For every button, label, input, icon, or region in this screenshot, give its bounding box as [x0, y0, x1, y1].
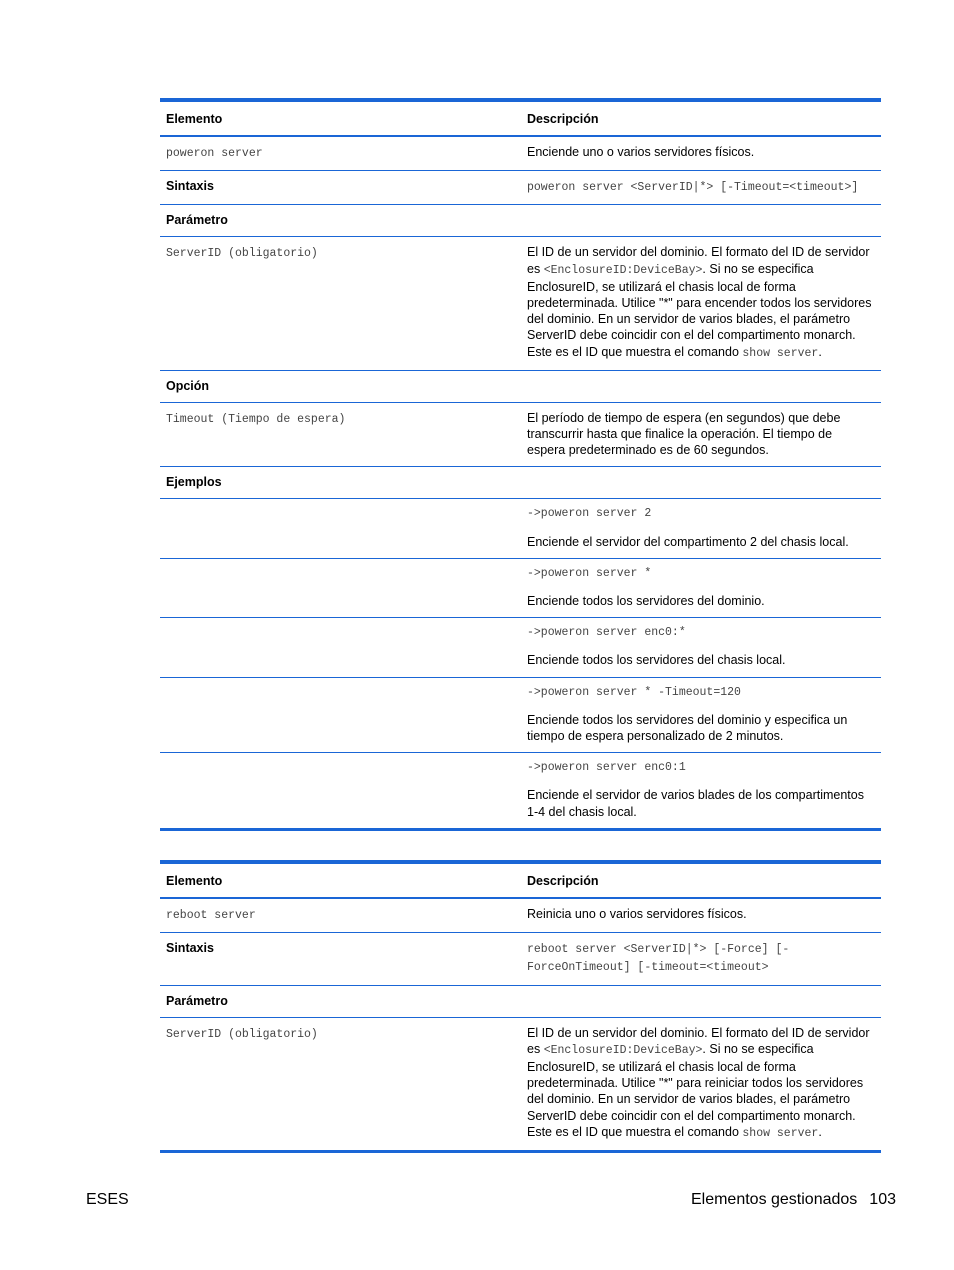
table-row-example — [160, 559, 881, 618]
table-row-command — [160, 899, 881, 933]
table-row-command — [160, 137, 881, 171]
header-descripcion: Descripción — [527, 112, 599, 126]
syntax-label: Sintaxis — [166, 941, 214, 956]
syntax-value: reboot server <ServerID|*> [-Force] [-ForceOnTimeout] [-timeout=<timeout> — [527, 943, 790, 975]
table-row-examples-label — [160, 467, 881, 499]
header-elemento: Elemento — [166, 874, 223, 888]
example-desc: Enciende todos los servidores del chasis local. — [527, 653, 786, 668]
header-elemento: Elemento — [166, 112, 223, 126]
table-row-parameter — [160, 1018, 881, 1150]
example-cmd: ->poweron server 2 — [527, 507, 652, 521]
table-header-row — [160, 864, 881, 899]
table-row-parameter-label — [160, 986, 881, 1018]
command-desc: Enciende uno o varios servidores físicos. — [527, 145, 755, 160]
reboot-server-table — [160, 860, 881, 1153]
footer-section-title: Elementos gestionados — [690, 1191, 858, 1208]
syntax-label: Sintaxis — [166, 179, 214, 194]
example-desc: Enciende todos los servidores del dominio. — [527, 594, 765, 609]
table-row-option — [160, 403, 881, 468]
footer-page-info — [691, 1191, 896, 1209]
table-row-example — [160, 618, 881, 677]
parameter-name: ServerID (obligatorio) — [166, 247, 318, 261]
example-cmd: ->poweron server enc0:1 — [527, 761, 686, 775]
parameter-label: Parámetro — [166, 213, 228, 228]
page-number: 103 — [869, 1191, 896, 1208]
example-desc: Enciende todos los servidores del dominio y especifica un tiempo de espera personalizado de 2 minutos. — [527, 712, 848, 744]
table-row-parameter — [160, 237, 881, 370]
command-name: poweron server — [166, 147, 263, 161]
table-row-example — [160, 753, 881, 828]
examples-label: Ejemplos — [166, 475, 222, 490]
parameter-label: Parámetro — [166, 993, 228, 1008]
example-desc: Enciende el servidor del compartimento 2 del chasis local. — [527, 534, 849, 549]
option-desc: El período de tiempo de espera (en segundos) que debe transcurrir hasta que finalice la operación. El tiempo de espera predeterminado es de 60 segundos. — [527, 410, 841, 458]
option-name: Timeout (Tiempo de espera) — [166, 412, 346, 426]
syntax-value: poweron server <ServerID|*> [-Timeout=<timeout>] — [527, 181, 859, 195]
parameter-desc: El ID de un servidor del dominio. El formato del ID de servidor es <EnclosureID:DeviceBay>. Si no se especifica EnclosureID, se utilizará el chasis local de forma predeterminada. Utilice "*" para encender todos los servidores del dominio. En un servidor de varios blades, el parámetro ServerID debe coincidir con el del compartimento monarch. Este es el ID que muestra el comando show server. — [527, 245, 872, 360]
example-cmd: ->poweron server enc0:* — [527, 626, 686, 640]
example-desc: Enciende el servidor de varios blades de los compartimentos 1-4 del chasis local. — [527, 788, 864, 819]
table-row-syntax — [160, 933, 881, 985]
table-row-syntax — [160, 171, 881, 205]
header-descripcion: Descripción — [527, 874, 599, 888]
table-row-parameter-label — [160, 205, 881, 237]
command-name: reboot server — [166, 909, 256, 923]
footer-locale: ESES — [86, 1191, 129, 1208]
poweron-server-table — [160, 98, 881, 831]
table-row-option-label — [160, 371, 881, 403]
table-row-example — [160, 678, 881, 754]
option-label: Opción — [166, 378, 210, 393]
command-desc: Reinicia uno o varios servidores físicos. — [527, 907, 747, 922]
parameter-name: ServerID (obligatorio) — [166, 1027, 318, 1041]
example-cmd: ->poweron server * -Timeout=120 — [527, 685, 741, 699]
example-cmd: ->poweron server * — [527, 566, 652, 580]
table-row-example — [160, 499, 881, 558]
table-header-row — [160, 102, 881, 137]
parameter-desc: El ID de un servidor del dominio. El formato del ID de servidor es <EnclosureID:DeviceBay>. Si no se especifica EnclosureID, se utilizará el chasis local de forma predeterminada. Utilice "*" para reiniciar todos los servidores del dominio. En un servidor de varios blades, el parámetro ServerID debe coincidir con el del compartimento monarch. Este es el ID que muestra el comando show server. — [527, 1025, 870, 1140]
